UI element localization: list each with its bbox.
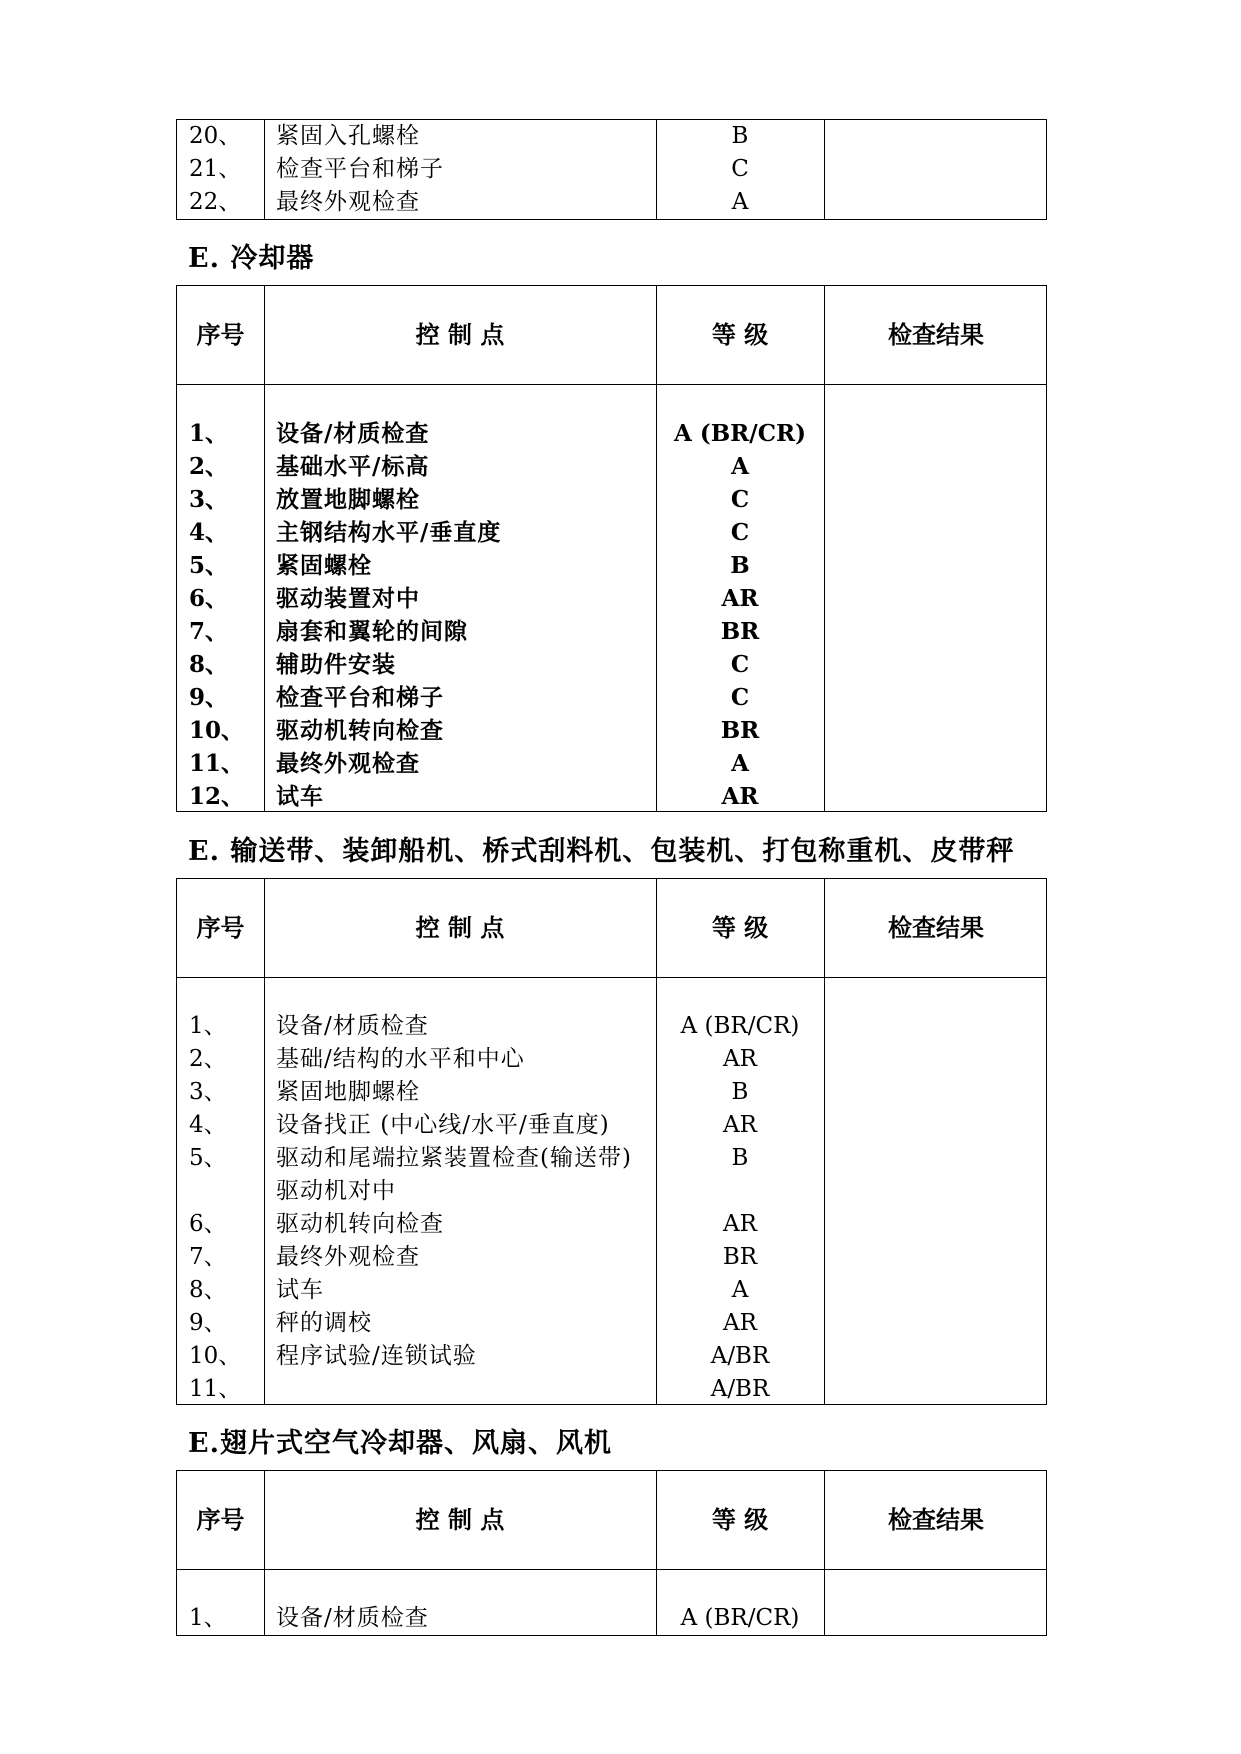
grade-text: A: [731, 453, 749, 480]
control-point-text: 主钢结构水平/垂直度: [276, 519, 502, 546]
control-point-text: 试车: [276, 1277, 324, 1303]
grade-text: A: [731, 1277, 749, 1303]
grade-text: C: [730, 651, 750, 678]
row-number: 1、: [189, 1013, 227, 1039]
control-point-text: 设备/材质检查: [276, 1605, 429, 1631]
grade-text: A/BR: [710, 1376, 770, 1402]
row-number: 9、: [189, 1310, 227, 1336]
grade-text: BR: [720, 717, 760, 744]
table-row: [177, 153, 1046, 186]
grade-text: AR: [723, 1310, 757, 1336]
table-row: [177, 1142, 1046, 1175]
grade-text: AR: [721, 783, 759, 810]
grade-text: B: [730, 552, 750, 579]
table-row: [177, 417, 1046, 450]
grade-text: B: [731, 123, 749, 149]
grade-text: A (BR/CR): [680, 1605, 800, 1631]
control-point-text: 秤的调校: [276, 1310, 372, 1336]
table-row: [177, 1274, 1046, 1307]
row-number: 6、: [189, 585, 229, 612]
table-row: [177, 1307, 1046, 1340]
row-number: 7、: [189, 1244, 227, 1270]
header-divider: [177, 1569, 1046, 1570]
table-header: [177, 879, 1046, 977]
control-point-text: 驱动装置对中: [276, 585, 420, 612]
grade-text: BR: [722, 1244, 758, 1270]
grade-text: AR: [721, 585, 759, 612]
grade-text: B: [731, 1145, 749, 1171]
row-number: 3、: [189, 1079, 227, 1105]
row-number: 1、: [189, 1605, 227, 1631]
table-row: [177, 780, 1046, 813]
row-number: 5、: [189, 552, 229, 579]
table-row: [177, 582, 1046, 615]
row-number: 20、: [189, 123, 242, 149]
control-point-text: 驱动机对中: [276, 1178, 396, 1204]
table-row: [177, 1175, 1046, 1208]
control-point-text: 检查平台和梯子: [276, 156, 444, 182]
table-row: [177, 1010, 1046, 1043]
control-point-text: 最终外观检查: [276, 1244, 420, 1270]
grade-text: A (BR/CR): [680, 1013, 800, 1039]
table-row: [177, 120, 1046, 153]
table-header: [177, 1471, 1046, 1569]
table-row: [177, 681, 1046, 714]
continuation-table: [176, 119, 1047, 220]
row-number: 10、: [189, 1343, 242, 1369]
table-row: [177, 1109, 1046, 1142]
row-number: 12、: [189, 783, 245, 810]
row-number: 4、: [189, 1112, 227, 1138]
control-point-text: 设备/材质检查: [276, 420, 430, 447]
row-number: 4、: [189, 519, 229, 546]
grade-text: C: [730, 519, 750, 546]
header-control-point: 控 制 点: [415, 913, 505, 942]
row-number: 11、: [189, 750, 245, 777]
table-row: [177, 1043, 1046, 1076]
row-number: 21、: [189, 156, 242, 182]
table-row: [177, 615, 1046, 648]
table-row: [177, 1373, 1046, 1406]
table-row: [177, 1208, 1046, 1241]
section-title-cooler: E. 冷却器: [188, 243, 315, 274]
table-header: [177, 286, 1046, 384]
control-point-text: 设备找正 (中心线/水平/垂直度): [276, 1112, 610, 1138]
control-point-text: 检查平台和梯子: [276, 684, 444, 711]
row-number: 8、: [189, 651, 229, 678]
grade-text: AR: [723, 1112, 757, 1138]
table-row: [177, 483, 1046, 516]
control-point-text: 程序试验/连锁试验: [276, 1343, 477, 1369]
control-point-text: 最终外观检查: [276, 189, 420, 215]
header-grade: 等 级: [711, 1505, 769, 1534]
header-no: 序号: [196, 320, 245, 349]
table-row: [177, 450, 1046, 483]
table-row: [177, 1241, 1046, 1274]
fin-fan-table: [176, 1470, 1047, 1636]
table-row: [177, 549, 1046, 582]
header-no: 序号: [196, 913, 245, 942]
cooler-table: [176, 285, 1047, 812]
row-number: 2、: [189, 453, 229, 480]
header-result: 检查结果: [888, 1505, 984, 1534]
header-result: 检查结果: [888, 913, 984, 942]
grade-text: A/BR: [710, 1343, 770, 1369]
row-number: 9、: [189, 684, 229, 711]
row-number: 2、: [189, 1046, 227, 1072]
control-point-text: 基础水平/标高: [276, 453, 430, 480]
control-point-text: 紧固入孔螺栓: [276, 123, 420, 149]
table-row: [177, 186, 1046, 219]
grade-text: A: [731, 189, 749, 215]
header-no: 序号: [196, 1505, 245, 1534]
grade-text: C: [731, 156, 749, 182]
control-point-text: 设备/材质检查: [276, 1013, 429, 1039]
grade-text: AR: [723, 1046, 757, 1072]
table-row: [177, 516, 1046, 549]
control-point-text: 辅助件安装: [276, 651, 396, 678]
row-number: 7、: [189, 618, 229, 645]
row-number: 10、: [189, 717, 245, 744]
grade-text: BR: [720, 618, 760, 645]
control-point-text: 驱动和尾端拉紧装置检查(输送带): [276, 1145, 632, 1171]
control-point-text: 试车: [276, 783, 324, 810]
section-title-fin-fan: E.翅片式空气冷却器、风扇、风机: [188, 1428, 612, 1459]
header-grade: 等 级: [711, 320, 769, 349]
table-row: [177, 714, 1046, 747]
header-result: 检查结果: [888, 320, 984, 349]
header-control-point: 控 制 点: [415, 1505, 505, 1534]
control-point-text: 放置地脚螺栓: [276, 486, 420, 513]
control-point-text: 紧固地脚螺栓: [276, 1079, 420, 1105]
grade-text: A (BR/CR): [674, 420, 806, 447]
table-row: [177, 747, 1046, 780]
header-divider: [177, 977, 1046, 978]
grade-text: AR: [723, 1211, 757, 1237]
grade-text: A: [731, 750, 749, 777]
control-point-text: 驱动机转向检查: [276, 717, 444, 744]
conveyor-table: [176, 878, 1047, 1405]
table-row: [177, 1076, 1046, 1109]
header-grade: 等 级: [711, 913, 769, 942]
row-number: 5、: [189, 1145, 227, 1171]
row-number: 8、: [189, 1277, 227, 1303]
control-point-text: 驱动机转向检查: [276, 1211, 444, 1237]
table-row: [177, 648, 1046, 681]
row-number: 6、: [189, 1211, 227, 1237]
grade-text: C: [730, 684, 750, 711]
grade-text: C: [730, 486, 750, 513]
row-number: 11、: [189, 1376, 242, 1402]
header-divider: [177, 384, 1046, 385]
control-point-text: 基础/结构的水平和中心: [276, 1046, 525, 1072]
table-row: [177, 1340, 1046, 1373]
row-number: 22、: [189, 189, 242, 215]
row-number: 1、: [189, 420, 229, 447]
table-row: [177, 1602, 1046, 1635]
control-point-text: 扇套和翼轮的间隙: [276, 618, 468, 645]
grade-text: B: [731, 1079, 749, 1105]
row-number: 3、: [189, 486, 229, 513]
control-point-text: 紧固螺栓: [276, 552, 372, 579]
control-point-text: 最终外观检查: [276, 750, 420, 777]
header-control-point: 控 制 点: [415, 320, 505, 349]
section-title-conveyor: E. 输送带、装卸船机、桥式刮料机、包装机、打包称重机、皮带秤: [188, 836, 1015, 867]
